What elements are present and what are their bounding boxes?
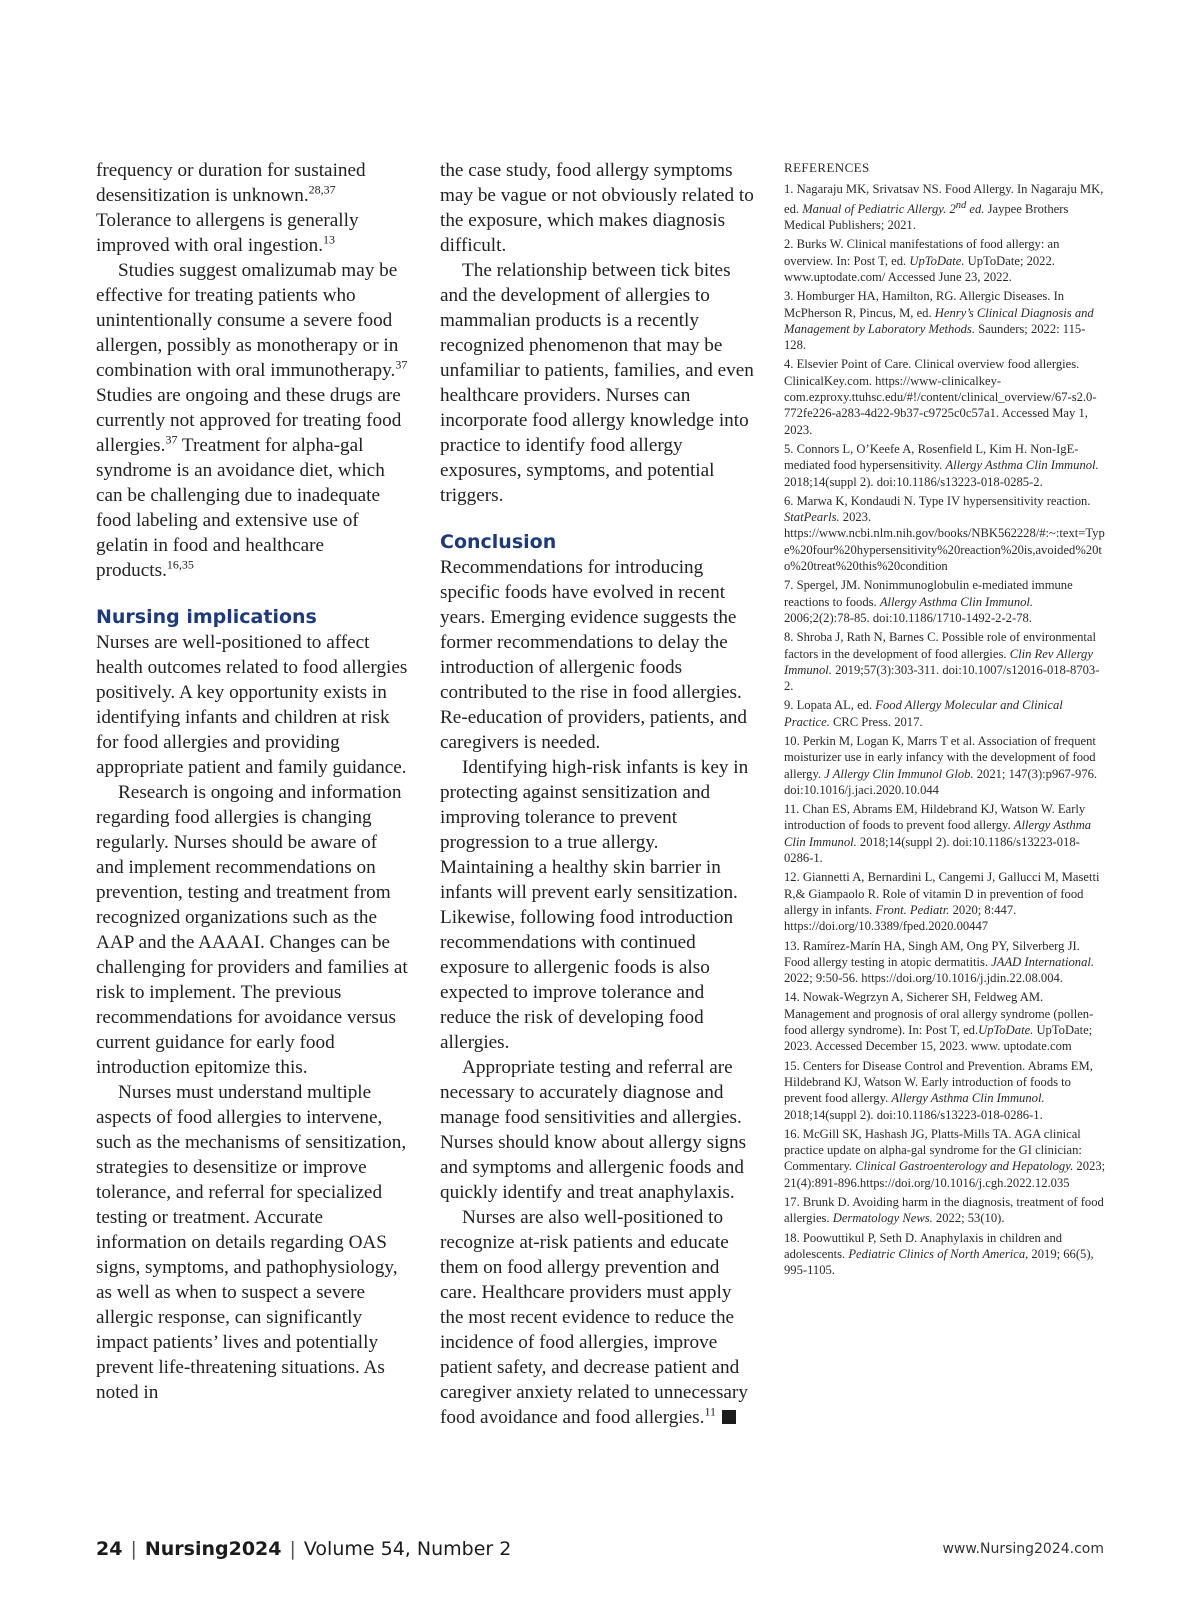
reference-item: 17. Brunk D. Avoiding harm in the diagnosis, treatment of food allergies. Dermatology News. 2022; 53(10). (784, 1195, 1104, 1226)
reference-item: 12. Giannetti A, Bernardini L, Cangemi J, Gallucci M, Masetti R,& Giampaolo R. Role of vitamin D in prevention of food allergy in infants. Front. Pediatr. 2020; 8:447. https://doi.org/10.3389/fped.2020.00447 (784, 870, 1100, 934)
section-heading-nursing-implications: Nursing implications (96, 606, 317, 628)
paragraph: the case study, food allergy symptoms may be vague or not obviously related to the exposure, which makes diagnosis difficult. (440, 160, 754, 256)
paragraph: Identifying high-risk infants is key in protecting against sensitization and improving tolerance to prevent progression to a true allergy. Maintaining a healthy skin barrier in infants will prevent early sensitization. Likewise, following food introduction recommendations with continued exposure to allergenic foods is also expected to improve tolerance and reduce the risk of developing food allergies. (440, 757, 749, 1053)
volume-info: Volume 54, Number 2 (303, 1538, 512, 1560)
paragraph: Nurses are also well-positioned to recognize at-risk patients and educate them on food allergy prevention and care. Healthcare providers must apply the most recent evidence to reduce the incidence of food allergies, improve patient safety, and decrease patient and caregiver anxiety related to unnecessary food avoidance and food allergies.$^{11}$ (440, 1207, 748, 1428)
paragraph: Recommendations for introducing specific foods have evolved in recent years. Emerging evidence suggests the former recommendations to delay the introduction of allergenic foods contributed to the rise in food allergies. Re-education of providers, patients, and caregivers is needed. (440, 557, 747, 753)
reference-item: 3. Homburger HA, Hamilton, RG. Allergic Diseases. In McPherson R, Pincus, M, ed. Henry’s Clinical Diagnosis and Management by Laboratory Methods. Saunders; 2022: 115-128. (784, 289, 1094, 353)
references-column (784, 160, 1106, 1281)
paragraph: Nurses are well-positioned to affect health outcomes related to food allergies positively. A key opportunity exists in identifying infants and children at risk for food allergies and providing appropriate patient and family guidance. (96, 632, 408, 778)
reference-item: 10. Perkin M, Logan K, Marrs T et al. Association of frequent moisturizer use in early infancy with the development of food allergy. J Allergy Clin Immunol Glob. 2021; 147(3):p967-976. doi:10.1016/j.jaci.2020.10.044 (784, 733, 1098, 797)
paragraph: The relationship between tick bites and the development of allergies to mammalian products is a recently recognized phenomenon that may be unfamiliar to patients, families, and even healthcare providers. Nurses can incorporate food allergy knowledge into practice to identify food allergy exposures, symptoms, and potential triggers. (440, 260, 754, 506)
end-of-article-mark (722, 1410, 736, 1424)
reference-item: 4. Elsevier Point of Care. Clinical overview food allergies. ClinicalKey.com. https://www-clinicalkey-com.ezproxy.ttuhsc.edu/#!/content/clinical_overview/67-s2.0-772fe226-a283-4d22-9b37-c9725c0c57a1. Accessed May 1, 2023. (784, 357, 1097, 437)
reference-item: 14. Nowak-Wegrzyn A, Sicherer SH, Feldweg AM. Management and prognosis of oral allergy syndrome (pollen-food allergy syndrome). In: Post T, ed.UpToDate. UpToDate; 2023. Accessed December 15, 2023. www. uptodate.com (784, 990, 1094, 1054)
paragraph: Appropriate testing and referral are necessary to accurately diagnose and manage food sensitivities and allergies. Nurses should know about allergy signs and symptoms and allergenic foods and quickly identify and treat anaphylaxis. (440, 1057, 747, 1203)
footer-separator: | (130, 1538, 137, 1560)
page-number: 24 (96, 1538, 123, 1560)
reference-item: 15. Centers for Disease Control and Prevention. Abrams EM, Hildebrand KJ, Watson W. Early introduction of foods to prevent food allergy. Allergy Asthma Clin Immunol. 2018;14(suppl 2). doi:10.1186/s13223-018-0286-1. (784, 1058, 1093, 1122)
reference-item: 6. Marwa K, Kondaudi N. Type IV hypersensitivity reaction. StatPearls. 2023. https://www.ncbi.nlm.nih.gov/books/NBK562228/#:~:text=Type%20four%20hypersensitivity%20reaction%20is,avoided%20to%20treat%20this%20condition (784, 493, 1105, 574)
reference-item: 1. Nagaraju MK, Srivatsav NS. Food Allergy. In Nagaraju MK, ed. Manual of Pediatric Allergy. 2nd ed. Jaypee Brothers Medical Publishers; 2021. (784, 182, 1104, 233)
paragraph: frequency or duration for sustained desensitization is unknown.$^{28,37}$ Tolerance to allergens is generally improved with oral ingestion.$^{13}$ (96, 160, 366, 256)
paragraph: Research is ongoing and information regarding food allergies is changing regularly. Nurses should be aware of and implement recommendations on prevention, testing and treatment from recognized organizations such as the AAP and the AAAAI. Changes can be challenging for providers and families at risk to implement. The previous recommendations for avoidance versus current guidance for early food introduction epitomize this. (96, 782, 408, 1078)
reference-item: 13. Ramírez-Marín HA, Singh AM, Ong PY, Silverberg JI. Food allergy testing in atopic dermatitis. JAAD International. 2022; 9:50-56. https://doi.org/10.1016/j.jdin.22.08.004. (784, 938, 1095, 986)
page-footer (96, 1538, 1104, 1568)
section-heading-conclusion: Conclusion (440, 531, 557, 553)
paragraph: Studies suggest omalizumab may be effective for treating patients who unintentionally consume a severe food allergen, possibly as monotherapy or in combination with oral immunotherapy.$^{37}$ Studies are ongoing and these drugs are currently not approved for treating food allergies.$^{37}$ Treatment for alpha-gal syndrome is an avoidance diet, which can be challenging due to inadequate food labeling and extensive use of gelatin in food and healthcare products.$^{16,35}$ (96, 260, 408, 581)
magazine-name: Nursing2024 (144, 1538, 282, 1560)
reference-item: 9. Lopata AL, ed. Food Allergy Molecular and Clinical Practice. CRC Press. 2017. (784, 698, 1063, 729)
footer-separator: | (289, 1538, 296, 1560)
website-url: www.Nursing2024.com (942, 1541, 1104, 1557)
reference-item: 8. Shroba J, Rath N, Barnes C. Possible role of environmental factors in the development of food allergies. Clin Rev Allergy Immunol. 2019;57(3):303-311. doi:10.1007/s12016-018-8703-2. (784, 630, 1100, 694)
reference-item: 5. Connors L, O’Keefe A, Rosenfield L, Kim H. Non-IgE-mediated food hypersensitivity. Allergy Asthma Clin Immunol. 2018;14(suppl 2). doi:10.1186/s13223-018-0285-2. (784, 441, 1099, 489)
reference-item: 7. Spergel, JM. Nonimmunoglobulin e-mediated immune reactions to foods. Allergy Asthma Clin Immunol. 2006;2(2):78-85. doi:10.1186/1710-1492-2-2-78. (784, 578, 1073, 625)
footer-folio (96, 1538, 511, 1560)
reference-item: 2. Burks W. Clinical manifestations of food allergy: an overview. In: Post T, ed. UpToDate. UpToDate; 2022. www.uptodate.com/ Accessed June 23, 2022. (784, 237, 1060, 284)
reference-item: 11. Chan ES, Abrams EM, Hildebrand KJ, Watson W. Early introduction of foods to prevent food allergy. Allergy Asthma Clin Immunol. 2018;14(suppl 2). doi:10.1186/s13223-018-0286-1. (784, 802, 1092, 866)
references-heading: REFERENCES (784, 160, 870, 175)
paragraph: Nurses must understand multiple aspects of food allergies to intervene, such as the mechanisms of sensitization, strategies to desensitize or improve tolerance, and referral for specialized testing or treatment. Accurate information on details regarding OAS signs, symptoms, and pathophysiology, as well as when to suspect a severe allergic response, can significantly impact patients’ lives and potentially prevent life-threatening situations. As noted in (96, 1082, 407, 1403)
reference-item: 16. McGill SK, Hashash JG, Platts-Mills TA. AGA clinical practice update on alpha-gal syndrome for the GI clinician: Commentary. Clinical Gastroenterology and Hepatology. 2023; 21(4):891-896.https://doi.org/10.1016/j.cgh.2022.12.035 (784, 1126, 1106, 1190)
reference-item: 18. Poowuttikul P, Seth D. Anaphylaxis in children and adolescents. Pediatric Clinics of North America, 2019; 66(5), 995-1105. (784, 1230, 1094, 1278)
text-column-2 (440, 158, 756, 1430)
text-column-1 (96, 158, 408, 1405)
